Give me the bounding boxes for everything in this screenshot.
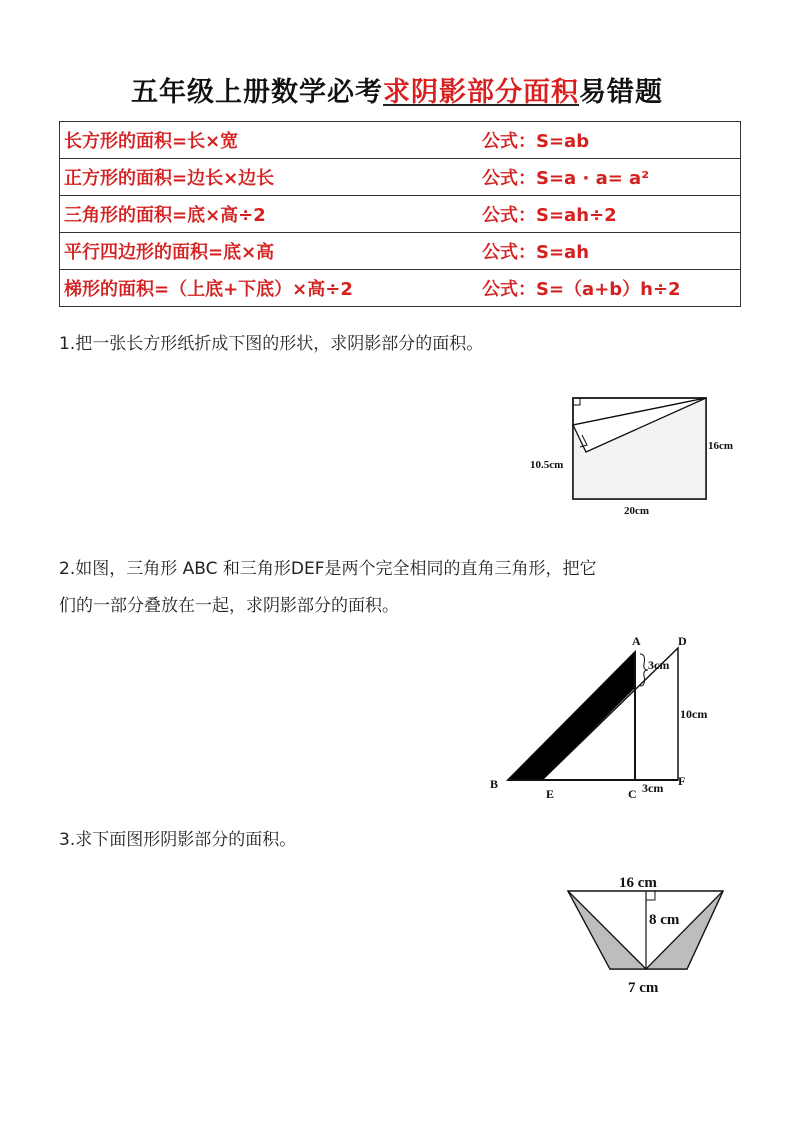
formula-name: 三角形的面积=底×高÷2 <box>60 196 479 233</box>
formula-row <box>60 196 741 233</box>
label-c: C <box>628 787 637 801</box>
question-3-text: 3.求下面图形阴影部分的面积。 <box>59 830 297 850</box>
formula-expression: 公式：S=（a+b）h÷2 <box>478 270 741 307</box>
formula-name: 平行四边形的面积=底×高 <box>60 233 479 270</box>
label-e: E <box>546 787 555 801</box>
label-top: 16 cm <box>619 875 657 891</box>
question-2-figure <box>480 630 730 805</box>
label-d: D <box>678 634 687 648</box>
label-right: 16cm <box>708 440 734 452</box>
label-left: 10.5cm <box>530 459 564 471</box>
label-cf: 3cm <box>642 781 664 795</box>
label-bottom: 20cm <box>624 505 650 517</box>
formula-table <box>59 121 741 307</box>
title-prefix: 五年级上册数学必考 <box>131 77 383 108</box>
label-bottom: 7 cm <box>628 980 659 996</box>
label-height: 8 cm <box>649 912 680 928</box>
label-a: A <box>632 634 641 648</box>
question-2-line-1: 2.如图，三角形 ABC 和三角形DEF是两个完全相同的直角三角形，把它 <box>59 559 597 579</box>
label-f: F <box>678 774 686 788</box>
formula-expression: 公式：S=ah <box>478 233 741 270</box>
page-title <box>0 70 794 109</box>
formula-row <box>60 233 741 270</box>
question-1-figure <box>520 388 750 523</box>
brace-3cm <box>640 654 648 686</box>
label-b: B <box>490 777 499 791</box>
formula-name: 正方形的面积=边长×边长 <box>60 159 479 196</box>
title-suffix: 易错题 <box>579 77 663 108</box>
question-2-line-2: 们的一部分叠放在一起，求阴影部分的面积。 <box>59 596 399 616</box>
formula-row <box>60 122 741 159</box>
formula-row <box>60 270 741 307</box>
formula-row <box>60 159 741 196</box>
formula-expression: 公式：S=ab <box>478 122 741 159</box>
question-1-text: 1.把一张长方形纸折成下图的形状，求阴影部分的面积。 <box>59 334 484 354</box>
formula-expression: 公式：S=a · a= a² <box>478 159 741 196</box>
question-3-figure <box>555 868 735 1000</box>
label-height: 10cm <box>680 707 708 721</box>
formula-expression: 公式：S=ah÷2 <box>478 196 741 233</box>
label-overlap: 3cm <box>648 658 670 672</box>
title-highlight: 求阴影部分面积 <box>383 77 579 108</box>
formula-name: 梯形的面积=（上底+下底）×高÷2 <box>60 270 479 307</box>
formula-name: 长方形的面积=长×宽 <box>60 122 479 159</box>
